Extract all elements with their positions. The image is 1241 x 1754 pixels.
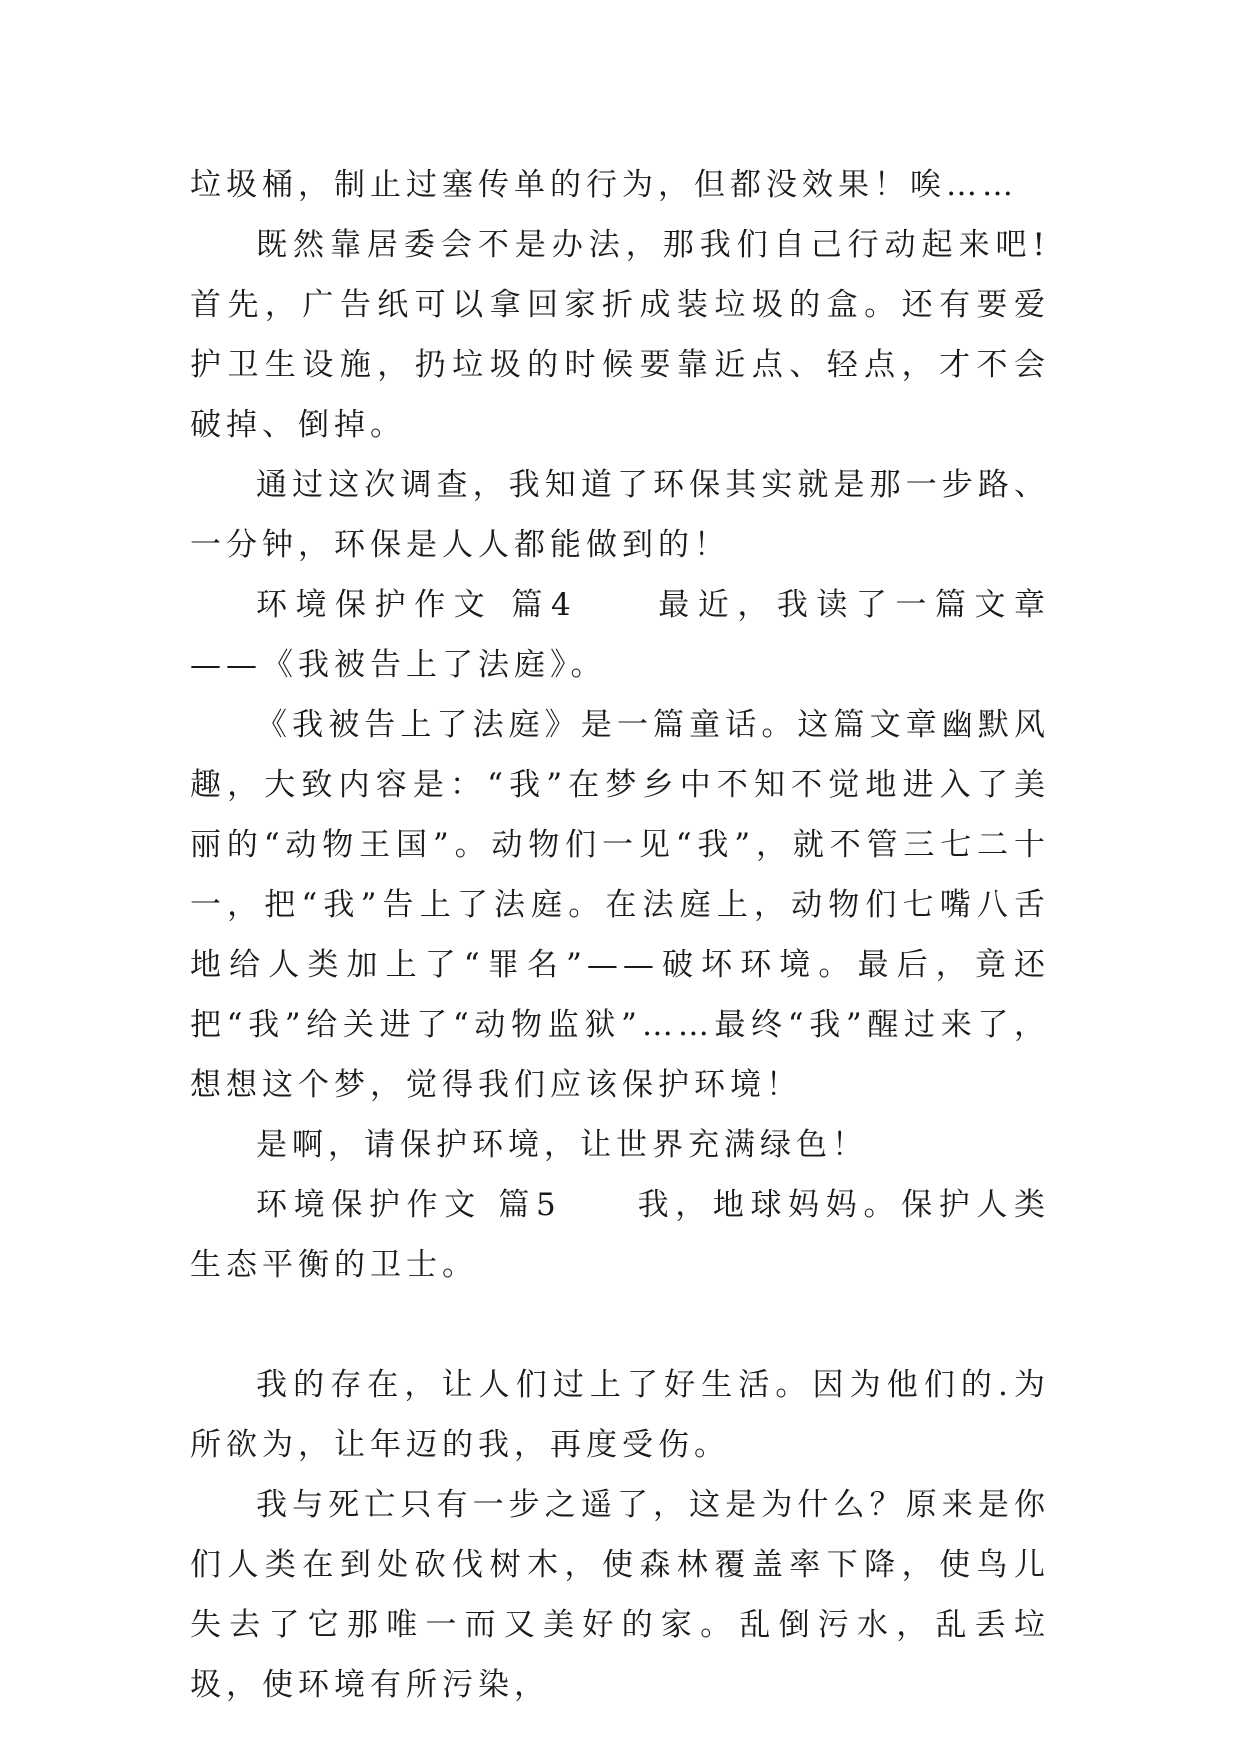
document-body [190,155,1050,1715]
paragraph: 《我被告上了法庭》是一篇童话。这篇文章幽默风趣，大致内容是：“我”在梦乡中不知不觉地进入了美丽的“动物王国”。动物们一见“我”，就不管三七二十一，把“我”告上了法庭。在法庭上，动物们七嘴八舌地给人类加上了“罪名”——破坏环境。最后，竟还把“我”给关进了“动物监狱”……最终“我”醒过来了，想想这个梦，觉得我们应该保护环境！ [190,707,1050,1103]
paragraph: 是啊，请保护环境，让世界充满绿色！ [256,1127,868,1163]
paragraph: 垃圾桶，制止过塞传单的行为，但都没效果！唉…… [190,167,1018,203]
paragraph: 既然靠居委会不是办法，那我们自己行动起来吧!首先，广告纸可以拿回家折成装垃圾的盒。还有要爱护卫生设施，扔垃圾的时候要靠近点、轻点，才不会破掉、倒掉。 [190,227,1050,443]
paragraph: 我与死亡只有一步之遥了，这是为什么？原来是你们人类在到处砍伐树木，使森林覆盖率下降，使鸟儿失去了它那唯一而又美好的家。乱倒污水，乱丢垃圾，使环境有所污染， [190,1487,1050,1703]
paragraph: 通过这次调查，我知道了环保其实就是那一步路、一分钟，环保是人人都能做到的！ [190,467,1050,563]
paragraph-spacer [190,1295,1050,1355]
paragraph: 我的存在，让人们过上了好生活。因为他们的.为所欲为，让年迈的我，再度受伤。 [190,1367,1050,1463]
paragraph: 环境保护作文 篇4 最近，我读了一篇文章——《我被告上了法庭》。 [190,587,1050,683]
paragraph: 环境保护作文 篇5 我，地球妈妈。保护人类生态平衡的卫士。 [190,1187,1050,1283]
